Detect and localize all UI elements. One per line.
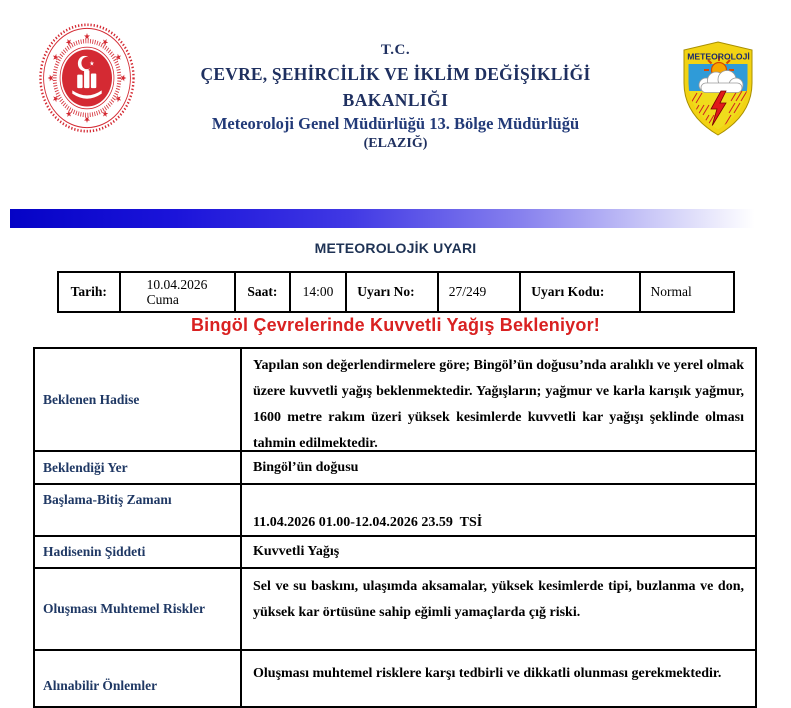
uyari-no-label: Uyarı No: [345, 273, 436, 311]
row-value-baslama-bitis: 11.04.2026 01.00-12.04.2026 23.59 TSİ [240, 483, 755, 535]
row-label-muhtemel-riskler: Oluşması Muhtemel Riskler [35, 567, 240, 649]
saat-value: 14:00 [289, 273, 346, 311]
row-value-beklenen-hadise: Yapılan son değerlendirmelere göre; Bingöl’ün doğusu’nda aralıklı ve yerel olmak üzere kuvvetli yağış beklenmektedir. Yağışların; yağmur ve karla karışık yağmur, 1600 metre rakım üzeri yüksek kesimlerde kuvvetli kar yağışı şeklinde olması tahmin edilmektedir. [240, 349, 755, 450]
tarih-label: Tarih: [70, 284, 107, 299]
row-label-alinabilir-onlemler: Alınabilir Önlemler [35, 649, 240, 706]
row-label-beklenen-hadise: Beklenen Hadise [43, 391, 140, 407]
header-ministry-suffix: BAKANLIĞI [342, 90, 449, 110]
row-value-beklendigi-yer: Bingöl’ün doğusu [240, 450, 755, 483]
uyari-kodu-value: Normal [639, 273, 733, 311]
meteorology-shield-logo [683, 40, 753, 137]
tarih-value-day: Cuma [146, 292, 179, 307]
detail-table [33, 347, 757, 708]
shield-logo-text: METEOROLOJİ [687, 51, 750, 62]
alert-title: Bingöl Çevrelerinde Kuvvetli Yağış Bekleniyor! [190, 315, 600, 335]
section-title: METEOROLOJİK UYARI [314, 240, 477, 256]
row-label-hadisenin-siddeti: Hadisenin Şiddeti [35, 535, 240, 567]
uyari-no-value: 27/249 [437, 273, 520, 311]
header-tc: T.C. [380, 42, 411, 58]
header-directorate: Meteoroloji Genel Müdürlüğü 13. Bölge Müdürlüğü [211, 114, 580, 133]
saat-label: Saat: [234, 273, 289, 311]
row-value-hadisenin-siddeti: Kuvvetli Yağış [240, 535, 755, 567]
row-label-beklendigi-yer: Beklendiği Yer [35, 450, 240, 483]
uyari-kodu-label: Uyarı Kodu: [519, 273, 638, 311]
tarih-value [119, 273, 234, 311]
row-label-baslama-bitis: Başlama-Bitiş Zamanı [35, 483, 240, 535]
info-bar-table [57, 271, 735, 313]
row-value-alinabilir-onlemler: Oluşması muhtemel risklere karşı tedbirli ve dikkatli olunması gerekmektedir. [240, 649, 755, 706]
header-ministry-name: ÇEVRE, ŞEHİRCİLİK VE İKLİM DEĞİŞİKLİĞİ [200, 64, 591, 84]
header-city: (ELAZIĞ) [363, 136, 428, 151]
tarih-value-date: 10.04.2026 [146, 277, 208, 292]
row-value-muhtemel-riskler: Sel ve su baskını, ulaşımda aksamalar, yüksek kesimlerde tipi, buzlanma ve don, yüksek kar örtüsüne sahip eğimli yamaçlarda çığ riski. [240, 567, 755, 649]
gradient-divider-bar [10, 209, 762, 228]
